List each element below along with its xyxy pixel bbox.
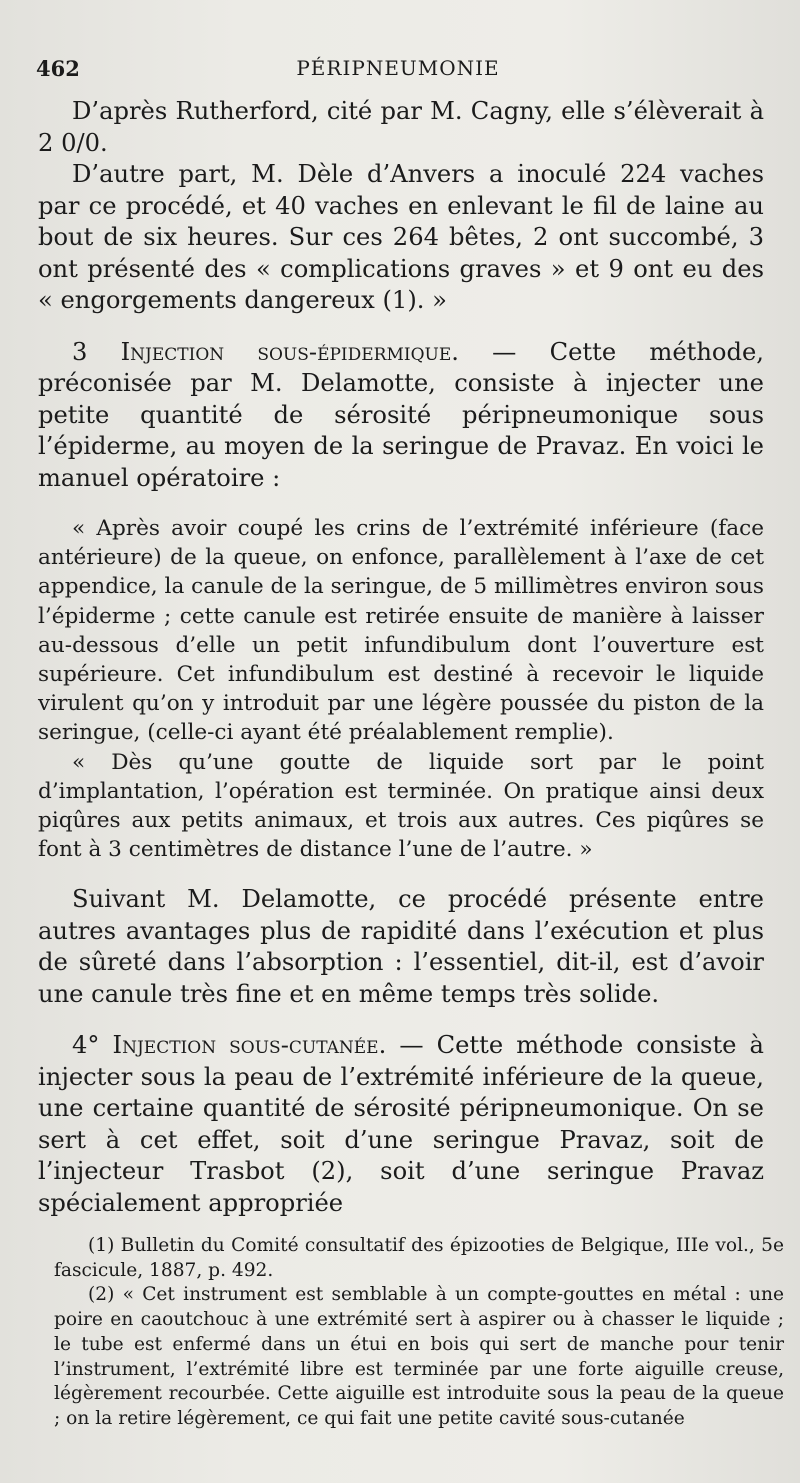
section-3-paragraph — [38, 337, 764, 495]
spacer — [38, 317, 764, 337]
section-4-paragraph — [38, 1030, 764, 1219]
paragraph-delamotte: Suivant M. Delamotte, ce procédé présente entre autres avantages plus de rapidité dans l’exécution et plus de sûreté dans l’absorption : l’essentiel, dit-il, est d’avoir une canule très fine et en même temps très solide. — [38, 885, 764, 1008]
footnote-1: (1) Bulletin du Comité consultatif des épizooties de Belgique, IIIe vol., 5e fascicule, 1887, p. 492. — [54, 1235, 784, 1281]
section-4-text: — Cette méthode consiste à injecter sous la peau de l’extrémité inférieure de la queue, une certaine quantité de sérosité péripneumonique. On se sert à cet effet, soit d’une seringue Pravaz, soit de l’injecteur Trasbot (2), soit d’une seringue Pravaz spécialement appropriée — [38, 1031, 764, 1217]
page-number: 462 — [36, 56, 80, 81]
footnote-2: (2) « Cet instrument est semblable à un compte-gouttes en métal : une poire en caoutchouc à une extrémité sert à aspirer ou à chasser le liquide ; le tube est enfermé dans un étui en bois qui sert de manche pour tenir l’instrument, l’extrémité libre est terminée par une forte aiguille creuse, légèrement recourbée. Cette aiguille est introduite sous la peau de la queue ; on la retire légèrement, ce qui fait une petite cavité sous-cutanée — [54, 1284, 784, 1429]
section-3-heading: 3 Injection sous-épidermique. — [72, 337, 459, 366]
section-4-heading: 4° Injection sous-cutanée. — [72, 1031, 387, 1060]
running-title: PÉRIPNEUMONIE — [296, 56, 500, 80]
page-header — [36, 52, 760, 86]
spacer — [38, 864, 764, 884]
paragraph-dele: D’autre part, M. Dèle d’Anvers a inoculé 224 vaches par ce procédé, et 40 vaches en enlevant le fil de laine au bout de six heures. Sur ces 264 bêtes, 2 ont succombé, 3 ont présenté des « complications graves » et 9 ont eu des « engorgements dangereux (1). » — [38, 160, 764, 314]
section-3-text: — Cette méthode, préconisée par M. Delamotte, consiste à injecter une petite quantité de sérosité péripneumonique sous l’épiderme, au moyen de la seringue de Pravaz. En voici le manuel opératoire : — [38, 337, 764, 492]
body-text — [38, 96, 764, 1219]
footnotes — [54, 1234, 784, 1432]
paragraph-rutherford: D’après Rutherford, cité par M. Cagny, elle s’élèverait à 2 0/0. — [38, 97, 764, 157]
spacer — [38, 494, 764, 514]
spacer — [38, 1010, 764, 1030]
quote-procedure-1: « Après avoir coupé les crins de l’extrémité inférieure (face antérieure) de la queue, on enfonce, parallèlement à l’axe de cet appendice, la canule de la seringue, de 5 millimètres environ sous l’épiderme ; cette canule est retirée ensuite de manière à laisser au-dessous d’elle un petit infundibulum dont l’ouverture est supérieure. Cet infundibulum est destiné à recevoir le liquide virulent qu’on y introduit par une légère poussée du piston de la seringue, (celle-ci ayant été préalablement remplie). — [38, 516, 764, 746]
quote-procedure-2: « Dès qu’une goutte de liquide sort par le point d’implantation, l’opération est terminée. On pratique ainsi deux piqûres aux petits animaux, et trois aux autres. Ces piqûres se font à 3 centimètres de distance l’une de l’autre. » — [38, 749, 764, 863]
